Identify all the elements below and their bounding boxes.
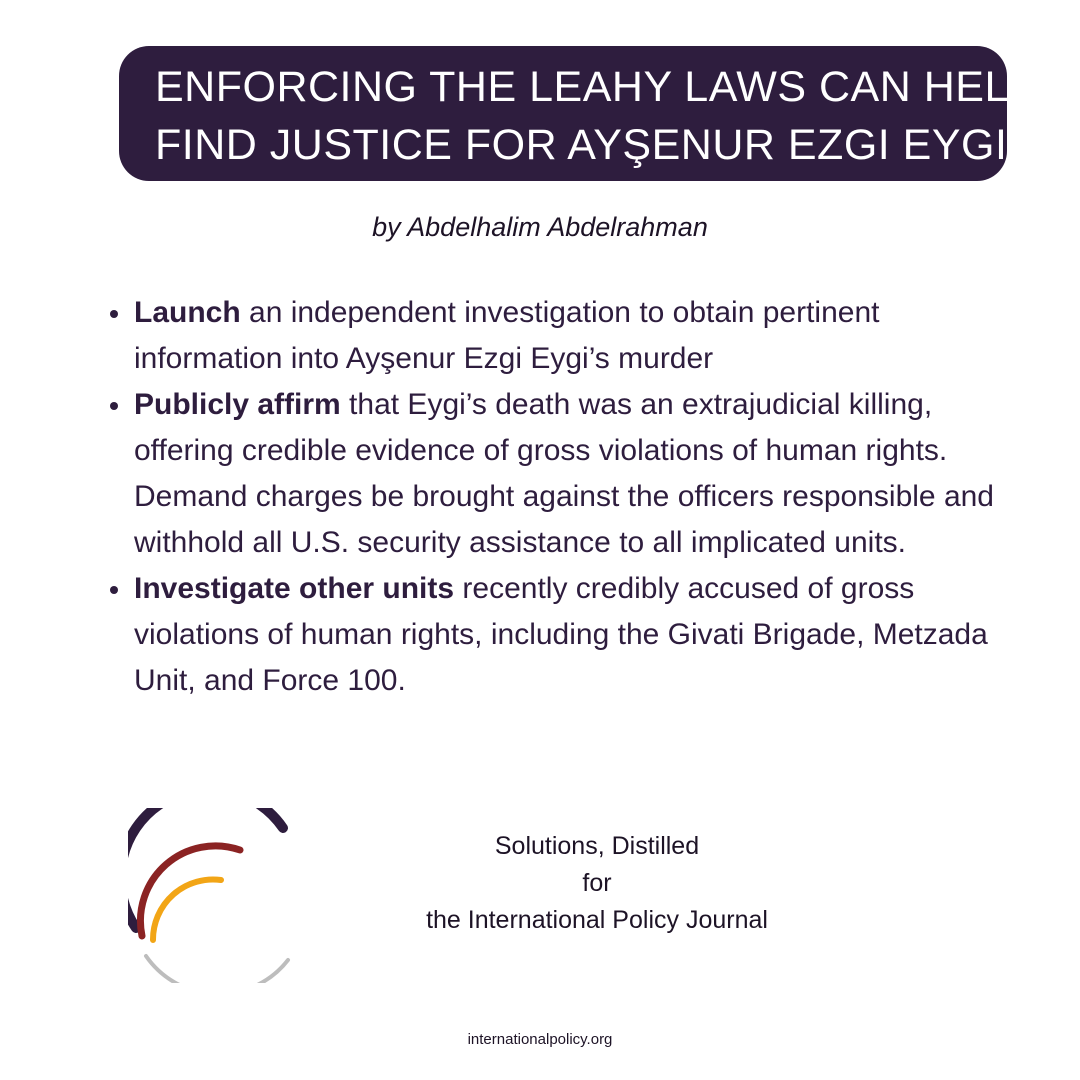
bullet-lead-text: Publicly affirm xyxy=(134,388,341,421)
list-item xyxy=(108,382,1008,566)
bullet-dot-icon xyxy=(110,402,118,410)
tagline-line-2: for xyxy=(582,869,612,897)
logo-arc-orange xyxy=(153,879,221,940)
concentric-arcs-logo-icon xyxy=(128,808,298,983)
list-item xyxy=(108,290,1008,382)
title-line-1: ENFORCING THE LEAHY LAWS CAN HELP xyxy=(155,63,1039,111)
recommendation-list xyxy=(108,290,1008,704)
bullet-dot-icon xyxy=(110,586,118,594)
bullet-body-text: an independent investigation to obtain pertinent information into Ayşenur Ezgi Eygi’s murder xyxy=(134,296,880,375)
tagline-line-3: the International Policy Journal xyxy=(426,906,768,934)
logo-arc-purple xyxy=(128,808,283,928)
author-byline: by Abdelhalim Abdelrahman xyxy=(372,212,708,242)
bullet-lead-text: Investigate other units xyxy=(134,572,455,605)
bullet-dot-icon xyxy=(110,310,118,318)
tagline-line-1: Solutions, Distilled xyxy=(494,832,700,860)
bullet-body-text: recently credibly accused of gross violations of human rights, including the Givati Brigade, Metzada Unit, and Force 100. xyxy=(134,572,988,697)
logo-arc-gray xyxy=(146,956,288,983)
footer-url-link[interactable]: internationalpolicy.org xyxy=(467,1031,613,1048)
bullet-lead-text: Launch xyxy=(134,296,241,329)
title-banner xyxy=(119,46,1039,181)
list-item xyxy=(108,566,1008,704)
bullet-body-text: that Eygi’s death was an extrajudicial killing, offering credible evidence of gross violations of human rights. Demand charges be brought against the officers responsible and withhold all U.S. security assistance to all implicated units. xyxy=(134,388,994,559)
title-line-2: FIND JUSTICE FOR AYŞENUR EZGI EYGI xyxy=(155,121,1008,169)
tagline xyxy=(397,828,797,939)
